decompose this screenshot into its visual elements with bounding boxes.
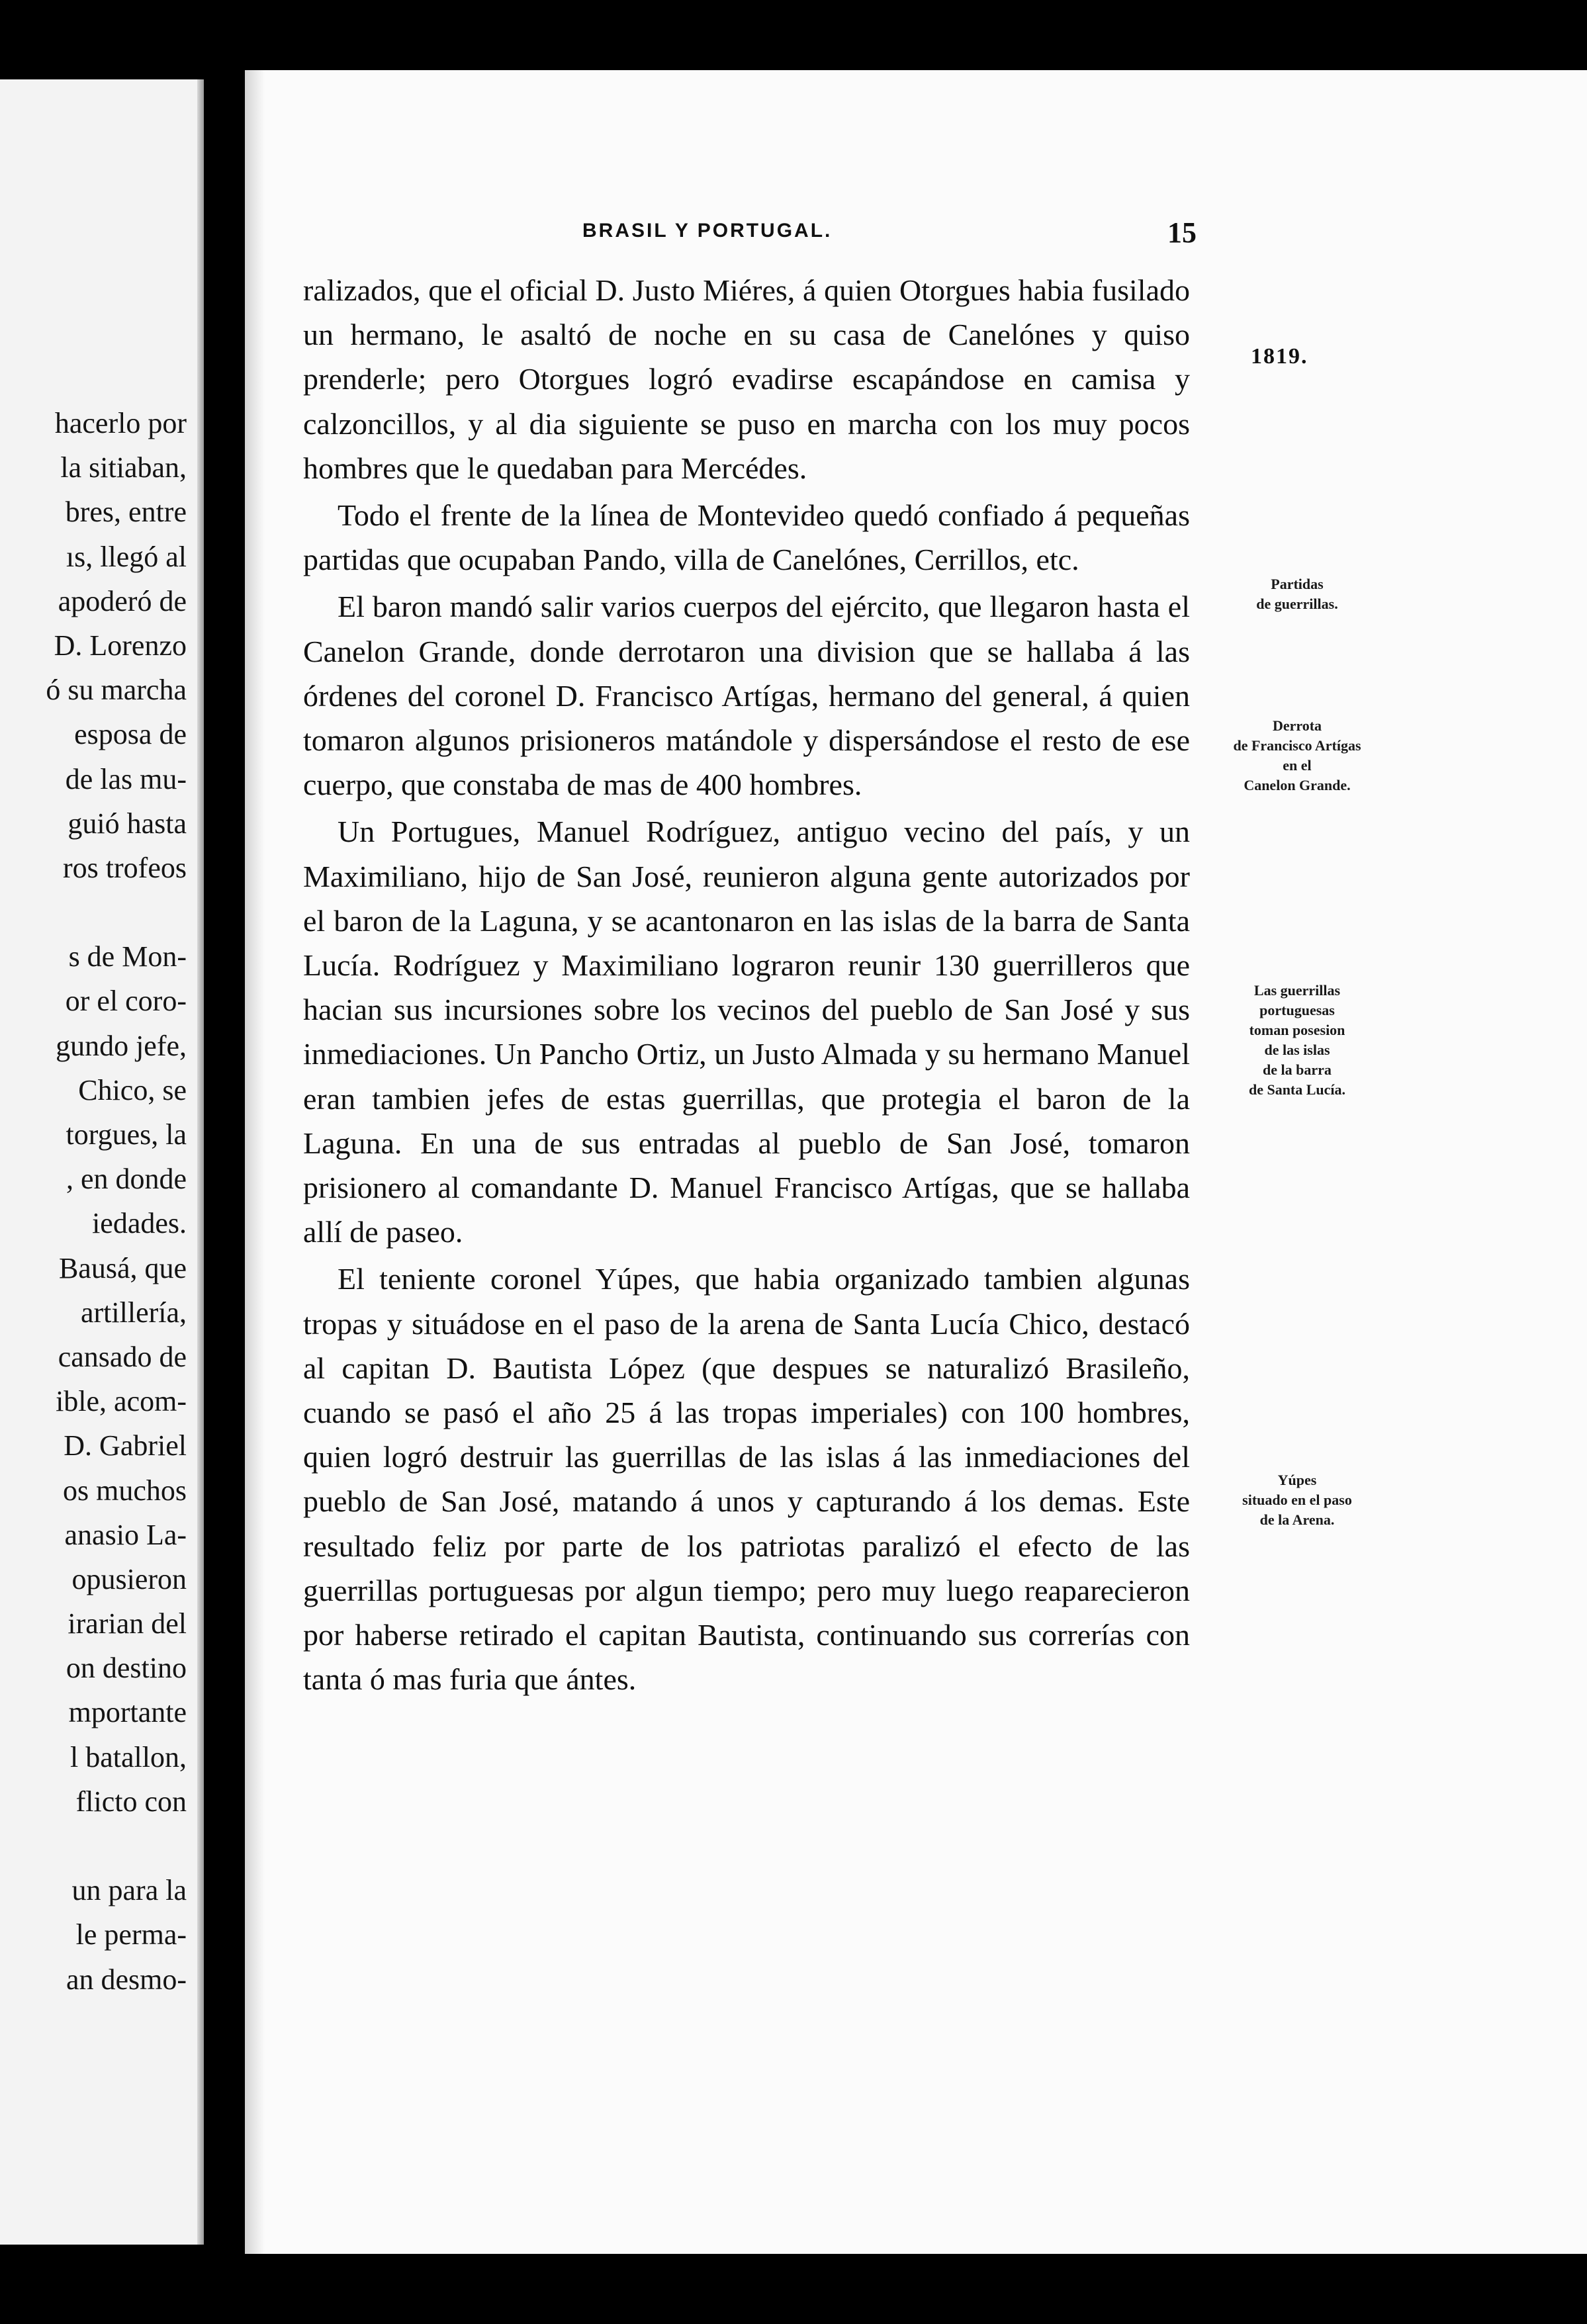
paragraph: El teniente coronel Yúpes, que habia organizado tambien algunas tropas y situádose en el paso de la arena de Santa Lucía Chico, destacó al capitan D. Bautista López (que despues se naturalizó Brasileño, cuando se pasó el año 25 á las tropas imperiales) con 100 hombres, quien logró destruir las guerrillas de las islas á las inmediaciones del pueblo de San José, matando á unos y capturando á los demas. Este resultado feliz por parte de los patriotas paralizó el efecto de las guerrillas portuguesas por algun tiempo; pero muy luego reaparecieron por haberse retirado el capitan Bautista, continuando sus correrías con tanta ó mas furia que ántes. [303,1262,1190,1697]
left-page-line: cansado de [58,1340,187,1373]
paragraph: Un Portugues, Manuel Rodríguez, antiguo vecino del país, y un Maximiliano, hijo de San José, reunieron alguna gente autorizados por el baron de la Laguna, y se acantonaron en las islas de la barra de Santa Lucía. Rodríguez y Maximiliano lograron reunir 130 guerrilleros que hacian sus incursiones sobre los vecinos del pueblo de San José y sus inmediaciones. Un Pancho Ortiz, un Justo Almada y su hermano Manuel eran tambien jefes de estas guerrillas, que protegia el baron de la Laguna. En una de sus entradas al pueblo de San José, tomaron prisionero al comandante D. Manuel Francisco Artígas, que se hallaba allí de paseo. [303,815,1190,1249]
margin-note-line: de Francisco Artígas [1233,737,1361,754]
left-page-line: iedades. [92,1207,187,1240]
margin-note-line: Canelon Grande. [1244,777,1351,793]
left-page-line: un para la [71,1874,187,1907]
left-page-line: le perma- [75,1918,187,1951]
left-page-line: irarian del [68,1607,187,1640]
margin-note [1198,574,1396,614]
left-page-line: or el coro- [65,985,187,1018]
margin-note-line: de las islas [1264,1042,1330,1058]
left-page-line: mportante [68,1696,187,1729]
left-page-line: la sitiaban, [60,451,187,484]
paragraph: Todo el frente de la línea de Montevideo quedó confiado á pequeñas partidas que ocupaban Pando, villa de Canelónes, Cerrillos, etc. [303,498,1190,577]
left-page-line: D. Lorenzo [54,629,187,662]
margin-year: 1819. [1251,344,1308,369]
left-page-line: ıs, llegó al [66,540,187,573]
left-page-line: l batallon, [70,1740,187,1773]
running-head [347,216,1210,253]
left-page-line: os muchos [63,1474,187,1507]
page-edge [197,79,204,2245]
left-page-line: ó su marcha [46,674,187,707]
margin-note-line: de guerrillas. [1256,596,1338,612]
left-page-line: opusieron [71,1562,187,1595]
paragraph: ralizados, que el oficial D. Justo Miéres, á quien Otorgues habia fusilado un hermano, le asaltó de noche en su casa de Canelónes y quiso prenderle; pero Otorgues logró evadirse escapándose en camisa y calzoncillos, y al dia siguiente se puso en marcha con los muy pocos hombres que le quedaban para Mercédes. [303,273,1190,485]
running-head-title: BRASIL Y PORTUGAL. [582,220,833,242]
left-page-line: Bausá, que [58,1251,187,1284]
left-page [0,79,204,2245]
margin-note-line: Derrota [1272,717,1322,734]
left-page-line: flicto con [75,1785,187,1818]
body-text [303,268,1190,1702]
margin-note-line: de Santa Lucía. [1248,1081,1346,1098]
left-page-line: D. Gabriel [64,1429,187,1462]
margin-note [1198,981,1396,1100]
left-page-line: an desmo- [66,1963,187,1996]
left-page-line: s de Mon- [68,940,187,973]
margin-note-line: toman posesion [1249,1022,1345,1038]
margin-note-line: situado en el paso [1242,1492,1352,1508]
left-page-line: on destino [66,1652,187,1685]
paragraph: El baron mandó salir varios cuerpos del ejército, que llegaron hasta el Canelon Grande, donde derrotaron una division que se hallaba á las órdenes del coronel D. Francisco Artígas, hermano del general, á quien tomaron algunos prisioneros matándole y dispersándose el resto de ese cuerpo, que constaba de mas de 400 hombres. [303,590,1190,802]
left-page-line: esposa de [74,718,187,751]
left-page-line: artillería, [80,1296,187,1329]
left-page-line: ros trofeos [63,851,187,884]
left-page-text [0,401,187,2002]
left-page-line: , en donde [66,1163,187,1196]
margin-note [1198,716,1396,795]
left-page-line: gundo jefe, [56,1029,187,1062]
margin-note-line: en el [1283,757,1312,774]
left-page-line: anasio La- [64,1518,187,1551]
left-page-line: bres, entre [65,496,187,529]
left-page-line: guió hasta [68,807,187,840]
left-page-line: torgues, la [66,1118,187,1151]
left-page-line: de las mu- [65,762,187,795]
left-page-line [0,890,187,934]
left-page-line: Chico, se [78,1073,187,1106]
margin-note-line: de la barra [1263,1061,1332,1078]
margin-note-line: Las guerrillas [1253,982,1341,999]
left-page-line: hacerlo por [54,407,187,439]
left-page-line: apoderó de [58,584,187,617]
left-page-line [0,1824,187,1868]
left-page-line: ible, acom- [56,1385,187,1418]
margin-note-line: Partidas [1271,576,1324,592]
margin-note [1198,1470,1396,1530]
margin-note-line: portuguesas [1259,1002,1335,1018]
page-gutter-shadow [245,70,265,2254]
margin-note-line: de la Arena. [1259,1511,1335,1528]
page-number: 15 [1167,216,1197,249]
margin-note-line: Yúpes [1277,1472,1317,1488]
